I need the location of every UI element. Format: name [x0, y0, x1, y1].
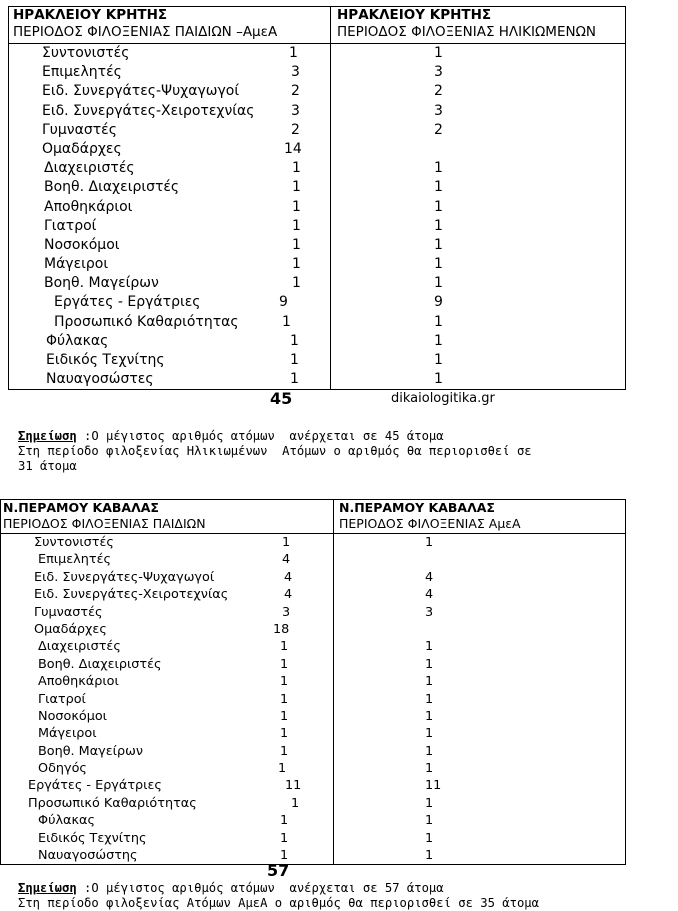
table-row [1, 760, 333, 777]
count-value: 2 [291, 121, 300, 138]
count-value: 1 [434, 352, 443, 368]
count-value: 2 [434, 121, 443, 138]
heraklion-staff-table [8, 6, 626, 390]
count-value: 1 [280, 656, 289, 672]
table-row [331, 332, 625, 351]
note-line-2: Στη περίοδο φιλοξενίας Ηλικιωμένων Ατόμων ο αριθμός θα περιορισθεί σε [18, 444, 532, 458]
elderly-period-header [331, 7, 626, 44]
left-subtitle: ΠΕΡΙΟΔΟΣ ΦΙΛΟΞΕΝΙΑΣ ΠΑΙΔΙΩΝ –ΑμεΑ [13, 23, 278, 40]
count-value: 1 [425, 830, 434, 846]
role-label: Ομαδάρχες [42, 140, 122, 157]
role-label: Ναυαγοσώστης [38, 848, 138, 864]
table-row [9, 198, 330, 217]
count-value: 1 [292, 275, 301, 292]
table-row [1, 691, 333, 708]
role-label: Βοηθ. Διαχειριστές [44, 179, 180, 196]
count-value: 1 [425, 535, 434, 550]
count-value: 4 [425, 569, 434, 585]
table-row [1, 708, 333, 725]
role-count-column [1, 534, 334, 865]
table-row [1, 743, 333, 760]
table-row [334, 847, 625, 864]
table-row [331, 121, 625, 140]
count-value: 1 [292, 160, 301, 177]
table1-total: 45 [270, 389, 293, 408]
role-label: Ειδικός Τεχνίτης [38, 830, 147, 846]
table-row [334, 725, 625, 742]
role-label: Ειδ. Συνεργάτες-Χειροτεχνίας [34, 587, 229, 603]
right-subtitle: ΠΕΡΙΟΔΟΣ ΦΙΛΟΞΕΝΙΑΣ ΑμεΑ [339, 515, 521, 531]
table-row [9, 236, 330, 255]
table-row [334, 621, 625, 638]
role-label: Μάγειροι [38, 726, 97, 742]
left-title: Ν.ΠΕΡΑΜΟΥ ΚΑΒΑΛΑΣ [3, 500, 159, 515]
role-label: Αποθηκάριοι [44, 198, 133, 215]
role-label: Βοηθ. Μαγείρων [38, 743, 143, 759]
table-row [1, 812, 333, 829]
disabled-count-column [334, 534, 626, 865]
table-row [331, 102, 625, 121]
table-row [334, 569, 625, 586]
table-row [331, 351, 625, 370]
role-label: Οδηγός [38, 761, 87, 777]
count-value: 1 [434, 236, 443, 253]
count-value: 1 [290, 352, 299, 368]
count-value: 1 [434, 217, 443, 234]
elderly-count-column [331, 44, 626, 390]
role-label: Νοσοκόμοι [44, 236, 120, 253]
count-value: 1 [434, 160, 443, 177]
table-row [331, 236, 625, 255]
count-value: 1 [280, 691, 289, 707]
table-row [334, 638, 625, 655]
count-value: 1 [434, 45, 443, 61]
count-value: 3 [282, 604, 291, 620]
table-row [9, 217, 330, 236]
count-value: 1 [280, 674, 289, 690]
role-label: Γιατροί [44, 217, 97, 234]
count-value: 1 [434, 198, 443, 215]
table-row [1, 656, 333, 673]
table-row [334, 795, 625, 812]
table-row [331, 44, 625, 63]
count-value: 1 [292, 179, 301, 196]
count-value: 1 [278, 761, 287, 777]
count-value: 11 [285, 778, 302, 794]
table2-note [18, 881, 539, 911]
table1-note [18, 429, 532, 474]
count-value: 1 [280, 639, 289, 655]
table-row [334, 708, 625, 725]
role-label: Φύλακας [38, 813, 95, 829]
role-label: Βοηθ. Διαχειριστές [38, 656, 162, 672]
table-row [331, 63, 625, 82]
table-row [334, 760, 625, 777]
table-row [9, 370, 330, 389]
count-value: 1 [280, 726, 289, 742]
count-value: 3 [434, 64, 443, 81]
table-row [9, 255, 330, 274]
role-label: Αποθηκάριοι [38, 674, 119, 690]
count-value: 1 [292, 236, 301, 253]
table-row [1, 673, 333, 690]
table-row [9, 332, 330, 351]
count-value: 3 [425, 604, 434, 620]
count-value: 2 [434, 83, 443, 100]
role-label: Γυμναστές [42, 121, 117, 138]
table-row [9, 293, 330, 312]
table-row [334, 551, 625, 568]
count-value: 1 [280, 830, 289, 846]
table-row [334, 673, 625, 690]
count-value: 1 [292, 217, 301, 234]
table-row [331, 159, 625, 178]
role-label: Ναυαγοσώστες [46, 371, 154, 388]
role-label: Φύλακας [46, 332, 109, 349]
right-subtitle: ΠΕΡΙΟΔΟΣ ΦΙΛΟΞΕΝΙΑΣ ΗΛΙΚΙΩΜΕΝΩΝ [337, 23, 596, 40]
role-label: Επιμελητές [42, 64, 122, 81]
note-line-3: 31 άτομα [18, 459, 77, 473]
role-label: Νοσοκόμοι [38, 708, 108, 724]
note-label: Σημείωση [18, 881, 77, 895]
count-value: 3 [291, 64, 300, 81]
count-value: 4 [282, 552, 291, 568]
count-value: 9 [279, 294, 288, 311]
table-row [9, 63, 330, 82]
count-value: 1 [434, 313, 443, 330]
count-value: 2 [291, 83, 300, 100]
table-row [1, 586, 333, 603]
role-label: Ειδ. Συνεργάτες-Ψυχαγωγοί [34, 569, 215, 585]
count-value: 3 [434, 102, 443, 119]
table-row [331, 313, 625, 332]
site-watermark: dikaiologitika.gr [391, 391, 495, 406]
table-row [331, 370, 625, 389]
count-value: 1 [280, 813, 289, 829]
table-row [9, 313, 330, 332]
table-row [334, 604, 625, 621]
count-value: 1 [291, 795, 300, 811]
count-value: 1 [425, 656, 434, 672]
table2-total: 57 [267, 861, 290, 880]
count-value: 1 [425, 761, 434, 777]
count-value: 1 [425, 639, 434, 655]
right-title: ΗΡΑΚΛΕΙΟΥ ΚΡΗΤΗΣ [337, 7, 492, 23]
table-row [9, 44, 330, 63]
table-row [331, 274, 625, 293]
role-label: Προσωπικό Καθαριότητας [28, 795, 197, 811]
count-value: 1 [280, 848, 289, 864]
count-value: 1 [425, 813, 434, 829]
table-row [1, 551, 333, 568]
role-label: Εργάτες - Εργάτριες [28, 778, 162, 794]
table-row [334, 656, 625, 673]
table-row [334, 743, 625, 760]
table-row [331, 178, 625, 197]
role-label: Γιατροί [38, 691, 86, 707]
count-value: 1 [290, 332, 299, 349]
count-value: 4 [284, 569, 293, 585]
table-row [1, 569, 333, 586]
left-title: ΗΡΑΚΛΕΙΟΥ ΚΡΗΤΗΣ [13, 7, 168, 23]
count-value: 1 [425, 743, 434, 759]
count-value: 3 [291, 102, 300, 119]
count-value: 1 [425, 674, 434, 690]
table-row [9, 274, 330, 293]
role-label: Ειδικός Τεχνίτης [46, 352, 165, 368]
kavala-staff-table [0, 499, 626, 865]
right-title: Ν.ΠΕΡΑΜΟΥ ΚΑΒΑΛΑΣ [339, 500, 495, 515]
role-label: Διαχειριστές [38, 639, 121, 655]
count-value: 1 [292, 256, 301, 273]
table-row [334, 777, 625, 794]
children-period-header [9, 7, 331, 44]
table-row [1, 725, 333, 742]
role-label: Επιμελητές [38, 552, 111, 568]
table-row [334, 812, 625, 829]
disabled-period-header [334, 500, 626, 534]
count-value: 1 [434, 179, 443, 196]
role-label: Συντονιστές [42, 45, 130, 61]
table-row [331, 198, 625, 217]
table-row [9, 159, 330, 178]
note-line-1: :Ο μέγιστος αριθμός ατόμων ανέρχεται σε 45 άτομα [76, 429, 444, 443]
count-value: 1 [289, 45, 298, 61]
table-row [9, 178, 330, 197]
role-label: Συντονιστές [34, 535, 114, 550]
table-row [334, 586, 625, 603]
count-value: 14 [284, 140, 302, 157]
note-label: Σημείωση [18, 429, 77, 443]
count-value: 1 [434, 371, 443, 388]
children-period-header [1, 500, 334, 534]
note-line-1: :Ο μέγιστος αριθμός ατόμων ανέρχεται σε 57 άτομα [76, 881, 444, 895]
count-value: 1 [292, 198, 301, 215]
role-label: Βοηθ. Μαγείρων [44, 275, 159, 292]
table-row [9, 82, 330, 101]
table-row [1, 795, 333, 812]
table-row [331, 293, 625, 312]
role-label: Προσωπικό Καθαριότητας [54, 313, 239, 330]
table-row [331, 217, 625, 236]
table-row [1, 604, 333, 621]
count-value: 1 [425, 708, 434, 724]
count-value: 1 [425, 848, 434, 864]
count-value: 1 [290, 371, 299, 388]
table-row [9, 121, 330, 140]
table-row [331, 82, 625, 101]
table-row [9, 351, 330, 370]
count-value: 11 [425, 778, 442, 794]
table-row [331, 140, 625, 159]
count-value: 18 [273, 621, 290, 637]
count-value: 1 [280, 743, 289, 759]
count-value: 1 [282, 535, 291, 550]
role-label: Εργάτες - Εργάτριες [54, 294, 201, 311]
count-value: 4 [425, 587, 434, 603]
table-row [334, 534, 625, 551]
count-value: 1 [434, 256, 443, 273]
count-value: 4 [284, 587, 293, 603]
count-value: 1 [282, 313, 291, 330]
count-value: 1 [280, 708, 289, 724]
left-subtitle: ΠΕΡΙΟΔΟΣ ΦΙΛΟΞΕΝΙΑΣ ΠΑΙΔΙΩΝ [3, 515, 206, 531]
table-row [1, 777, 333, 794]
role-label: Μάγειροι [44, 256, 109, 273]
table-row [9, 140, 330, 159]
table-row [1, 621, 333, 638]
table-row [1, 830, 333, 847]
role-label: Διαχειριστές [44, 160, 135, 177]
count-value: 1 [434, 332, 443, 349]
role-label: Γυμναστές [34, 604, 103, 620]
role-count-column [9, 44, 331, 390]
table-row [1, 534, 333, 551]
note-line-2: Στη περίοδο φιλοξενίας Ατόμων ΑμεΑ ο αριθμός θα περιορισθεί σε 35 άτομα [18, 896, 539, 910]
count-value: 1 [425, 795, 434, 811]
count-value: 1 [425, 726, 434, 742]
table-row [334, 830, 625, 847]
count-value: 9 [434, 294, 443, 311]
role-label: Ειδ. Συνεργάτες-Ψυχαγωγοί [42, 83, 240, 100]
table-row [331, 255, 625, 274]
role-label: Ειδ. Συνεργάτες-Χειροτεχνίας [42, 102, 255, 119]
count-value: 1 [425, 691, 434, 707]
count-value: 1 [434, 275, 443, 292]
role-label: Ομαδάρχες [34, 621, 107, 637]
table-row [334, 691, 625, 708]
table-row [1, 638, 333, 655]
table-row [9, 102, 330, 121]
